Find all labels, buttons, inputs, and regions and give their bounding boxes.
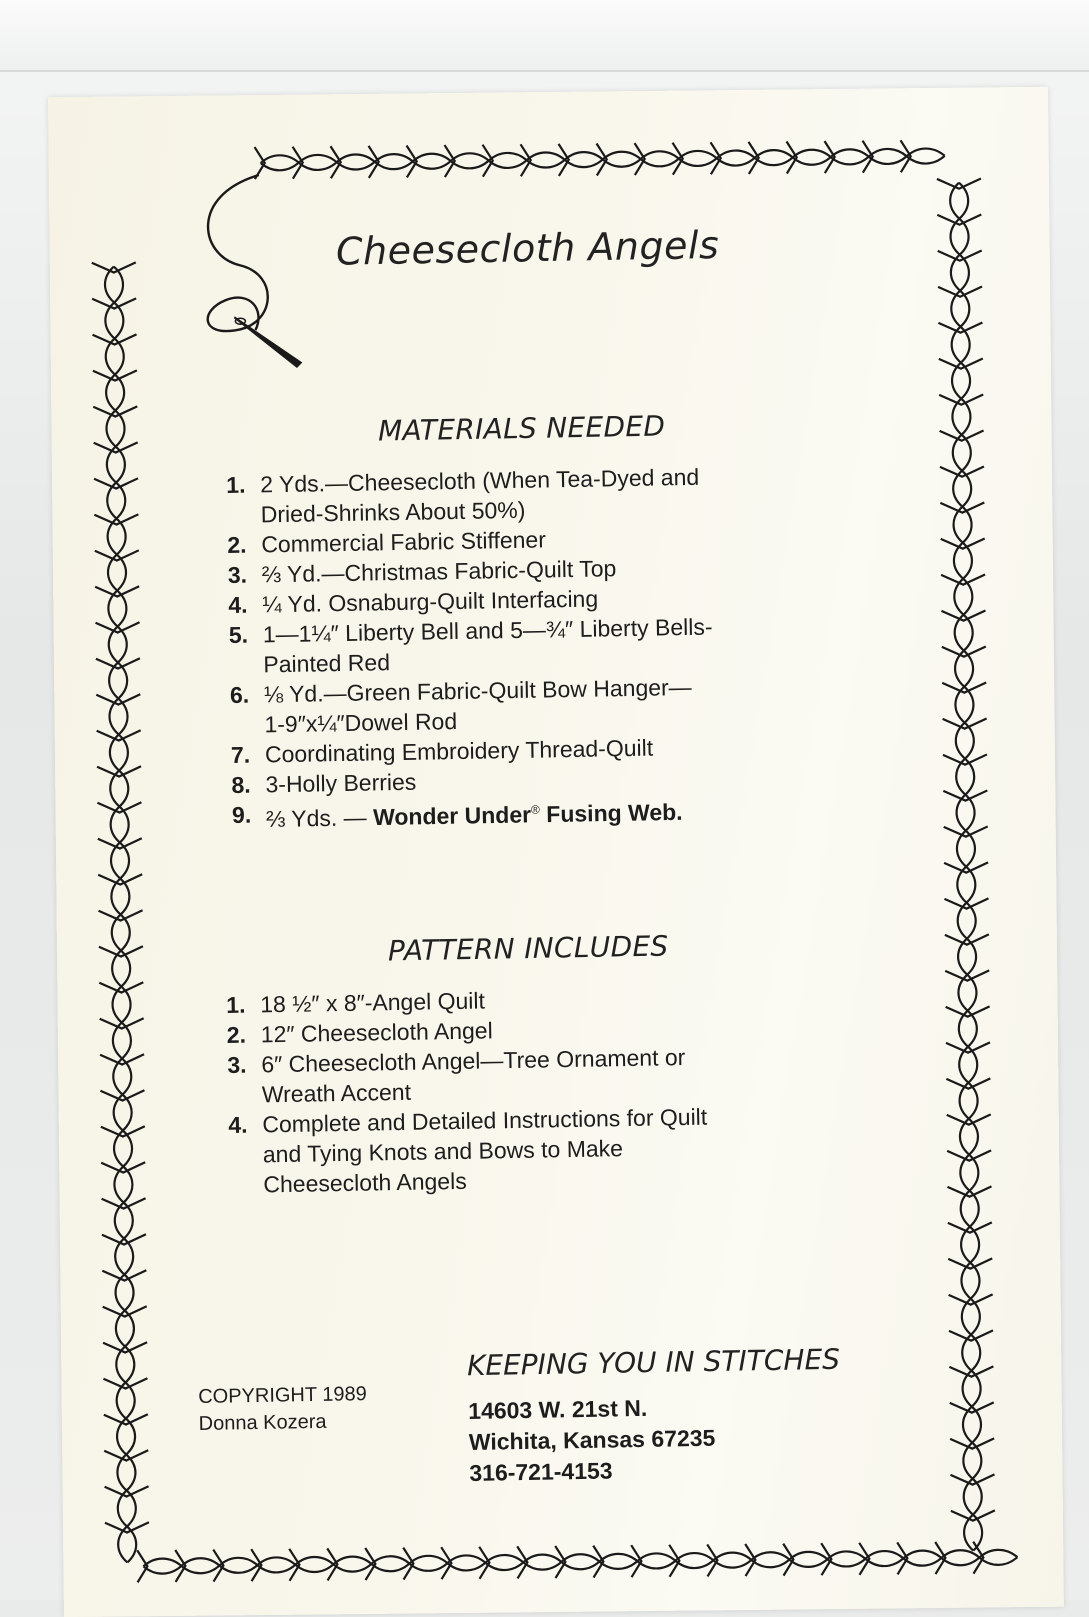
brand-name: Wonder Under [372,801,532,831]
list-item: 1. 2 Yds.—Cheesecloth (When Tea-Dyed and Dried-Shrinks About 50%) [226,463,700,528]
stitch-border-bottom [137,1541,1017,1582]
list-item: 3. ⅔ Yd.—Christmas Fabric-Quilt Top [227,555,617,588]
list-item: 7. Coordinating Embroidery Thread-Quilt [230,734,654,768]
needle-thread-icon [206,175,301,368]
city-state-zip: Wichita, Kansas 67235 [468,1424,716,1455]
stitch-border-left [92,262,150,1562]
list-item: 6. ⅛ Yd.—Green Fabric-Quilt Bow Hanger— 1-9″x¼″Dowel Rod [229,673,692,738]
company-name: KEEPING YOU IN STITCHES [466,1342,841,1383]
list-item: 3. 6″ Cheesecloth Angel—Tree Ornament or Wreath Accent [227,1043,686,1108]
page-title: Cheesecloth Angels [335,222,720,274]
phone-number: 316-721-4153 [469,1457,613,1486]
materials-heading: MATERIALS NEEDED [377,409,666,448]
pattern-heading: PATTERN INCLUDES [387,929,669,968]
street-address: 14603 W. 21st N. [468,1394,648,1424]
list-item: 2. Commercial Fabric Stiffener [227,526,547,558]
stitch-border-right [937,178,995,1550]
list-item: 4. ¼ Yd. Osnaburg-Quilt Interfacing [228,585,599,618]
stitch-border-top [255,140,945,179]
list-item: 2. 12″ Cheesecloth Angel [226,1017,493,1048]
company-address [468,1392,716,1489]
list-item: 8. 3-Holly Berries [231,768,417,798]
list-item: 9. ⅔ Yds. — Wonder Under® Fusing Web. [231,798,683,833]
copyright-notice: COPYRIGHT 1989 Donna Kozera [198,1383,367,1435]
list-item: 4. Complete and Detailed Instructions for Quilt and Tying Knots and Bows to Make Cheesecloth Angels [228,1103,708,1198]
sleeve-top-seal [0,0,1089,72]
materials-list [226,459,852,834]
list-item: 1. 18 ½″ x 8″-Angel Quilt [226,987,486,1018]
pattern-list [226,979,850,1200]
list-item: 5. 1—1¼″ Liberty Bell and 5—¾″ Liberty Bells- Painted Red [228,613,713,678]
